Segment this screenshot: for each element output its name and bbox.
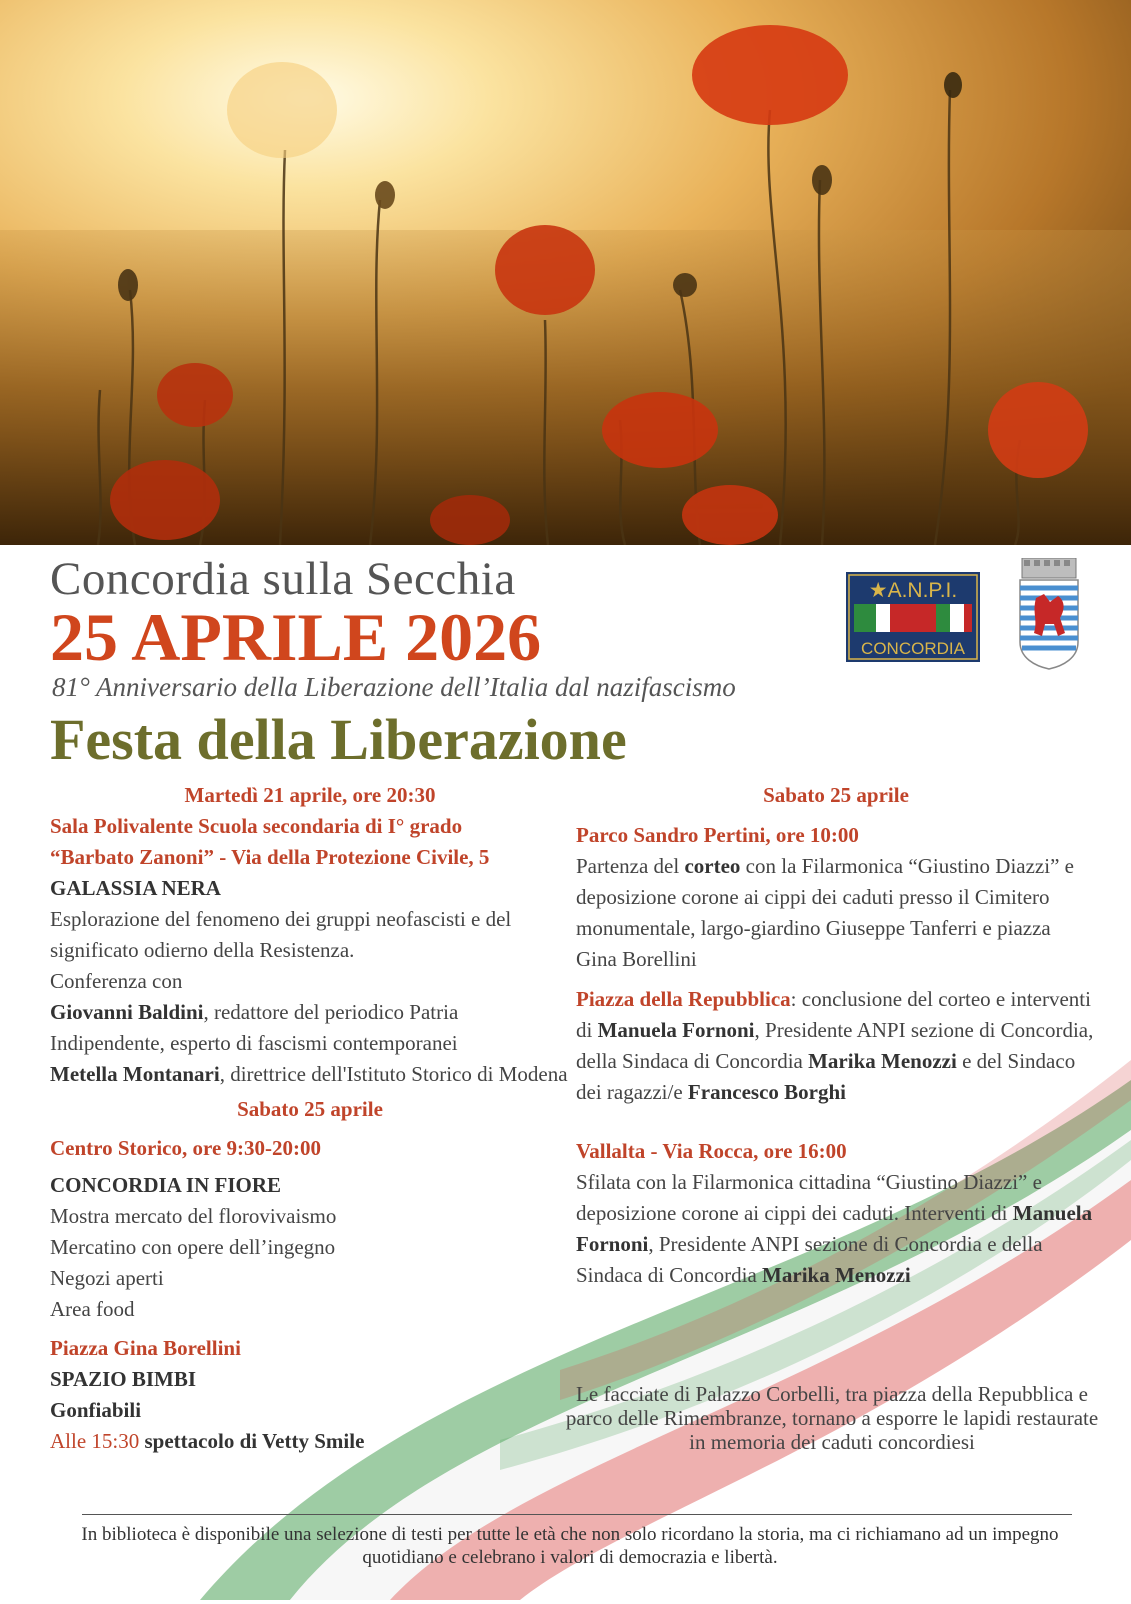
galassia-description: Esplorazione del fenomeno dei gruppi neofascisti e del significato odierno della Resistenza. bbox=[50, 907, 512, 962]
place-title: Concordia sulla Secchia bbox=[50, 553, 516, 605]
galassia-title: GALASSIA NERA bbox=[50, 876, 221, 900]
fiore-item: Mostra mercato del florovivaismo bbox=[50, 1204, 337, 1228]
svg-text:CONCORDIA: CONCORDIA bbox=[861, 639, 965, 658]
palazzo-corbelli-note: Le facciate di Palazzo Corbelli, tra piazza della Repubblica e parco delle Rimembranze, tornano a esporre le lapidi restaurate in memoria dei caduti concordiesi bbox=[565, 1382, 1099, 1454]
right-column bbox=[576, 780, 1096, 1291]
conference-with: Conferenza con bbox=[50, 969, 183, 993]
vallalta-description: Sfilata con la Filarmonica cittadina “Giustino Diazzi” e deposizione corone ai cippi dei caduti. Interventi di Manuela Fornoni, Presidente ANPI sezione di Concordia e della Sindaca di Concordia Marika Menozzi bbox=[576, 1170, 1093, 1287]
fiore-item: Mercatino con opere dell’ingegno bbox=[50, 1235, 336, 1259]
spazio-bimbi: SPAZIO BIMBI bbox=[50, 1367, 197, 1391]
gonfiabili: Gonfiabili bbox=[50, 1398, 142, 1422]
anpi-logo bbox=[846, 572, 980, 662]
parco-description: Partenza del corteo con la Filarmonica “Giustino Diazzi” e deposizione corone ai cippi dei caduti presso il Cimitero monumentale, largo-giardino Giuseppe Tanferri e piazza Gina Borellini bbox=[576, 854, 1074, 971]
spettacolo-line: Alle 15:30 spettacolo di Vetty Smile bbox=[50, 1429, 365, 1453]
fiore-title: CONCORDIA IN FIORE bbox=[50, 1173, 282, 1197]
venue-line-2: “Barbato Zanoni” - Via della Protezione Civile, 5 bbox=[50, 845, 490, 869]
saturday-heading-right: Sabato 25 aprile bbox=[763, 783, 909, 807]
coat-of-arms-icon bbox=[1018, 558, 1080, 670]
fiore-item: Negozi aperti bbox=[50, 1266, 164, 1290]
anniversary-subtitle: 81° Anniversario della Liberazione dell’Italia dal nazifascismo bbox=[52, 672, 736, 702]
festa-title: Festa della Liberazione bbox=[50, 707, 627, 772]
hero-poppy-photo bbox=[0, 0, 1131, 545]
venue-line-1: Sala Polivalente Scuola secondaria di I° grado bbox=[50, 814, 463, 838]
left-column bbox=[50, 780, 570, 1457]
fiore-item: Area food bbox=[50, 1297, 135, 1321]
centro-storico: Centro Storico, ore 9:30-20:00 bbox=[50, 1136, 321, 1160]
footer-text: In biblioteca è disponibile una selezione di testi per tutte le età che non solo ricordano la storia, ma ci richiamano ad un impegno quotidiano e celebrano i valori di democrazia e libertà. bbox=[81, 1524, 1059, 1568]
piazza-gina-borellini: Piazza Gina Borellini bbox=[50, 1336, 241, 1360]
speaker-montanari: Metella Montanari, direttrice dell'Istituto Storico di Modena bbox=[50, 1062, 568, 1086]
footer-divider bbox=[82, 1514, 1072, 1515]
speaker-baldini: Giovanni Baldini, redattore del periodico Patria Indipendente, esperto di fascismi contemporanei bbox=[50, 1000, 459, 1055]
svg-text:★A.N.P.I.: ★A.N.P.I. bbox=[868, 579, 958, 602]
tuesday-heading: Martedì 21 aprile, ore 20:30 bbox=[184, 783, 436, 807]
event-date: 25 APRILE 2026 bbox=[50, 599, 542, 675]
repubblica-description: Piazza della Repubblica: conclusione del corteo e interventi di Manuela Fornoni, Presidente ANPI sezione di Concordia, della Sindaca di Concordia Marika Menozzi e del Sindaco dei ragazzi/e Francesco Borghi bbox=[576, 987, 1094, 1104]
vallalta: Vallalta - Via Rocca, ore 16:00 bbox=[576, 1139, 847, 1163]
parco-pertini: Parco Sandro Pertini, ore 10:00 bbox=[576, 823, 859, 847]
saturday-heading-left: Sabato 25 aprile bbox=[237, 1097, 383, 1121]
